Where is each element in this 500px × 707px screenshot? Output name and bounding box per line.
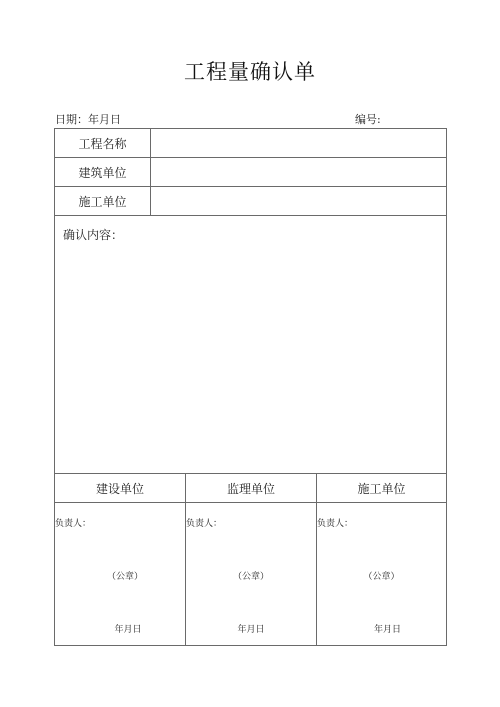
- construction-owner-label: 建筑单位: [55, 158, 151, 186]
- person-in-charge-label: 负责人：: [317, 519, 354, 529]
- construction-owner-row: [55, 158, 446, 187]
- project-name-label: 工程名称: [55, 129, 151, 157]
- project-name-row: [55, 129, 446, 158]
- sign-date-label: 年月日: [114, 625, 142, 635]
- confirmation-content-label: 确认内容：: [63, 228, 124, 242]
- person-in-charge-label: 负责人：: [55, 519, 92, 529]
- contractor-row: [55, 187, 446, 216]
- signature-cell-owner[interactable]: [55, 503, 186, 645]
- seal-label: （公章）: [363, 572, 400, 582]
- project-name-field[interactable]: [151, 129, 446, 157]
- contractor-field[interactable]: [151, 187, 446, 215]
- date-field-label: 日期：年月日: [55, 113, 121, 126]
- signature-cell-contractor[interactable]: [317, 503, 446, 645]
- unit-header-supervisor: 监理单位: [186, 474, 317, 502]
- number-field-label: 编号:: [355, 113, 381, 126]
- confirmation-content-area[interactable]: [55, 216, 446, 474]
- sign-date-label: 年月日: [237, 625, 265, 635]
- signature-row: [55, 503, 446, 645]
- units-header-row: [55, 474, 446, 503]
- unit-header-owner: 建设单位: [55, 474, 186, 502]
- document-title: 工程量确认单: [184, 60, 316, 84]
- confirmation-form: [54, 128, 447, 646]
- contractor-label: 施工单位: [55, 187, 151, 215]
- person-in-charge-label: 负责人：: [186, 519, 223, 529]
- signature-cell-supervisor[interactable]: [186, 503, 317, 645]
- seal-label: （公章）: [232, 572, 269, 582]
- unit-header-contractor: 施工单位: [357, 481, 406, 496]
- sign-date-label: 年月日: [373, 625, 401, 635]
- construction-owner-field[interactable]: [151, 158, 446, 186]
- seal-label: （公章）: [106, 572, 143, 582]
